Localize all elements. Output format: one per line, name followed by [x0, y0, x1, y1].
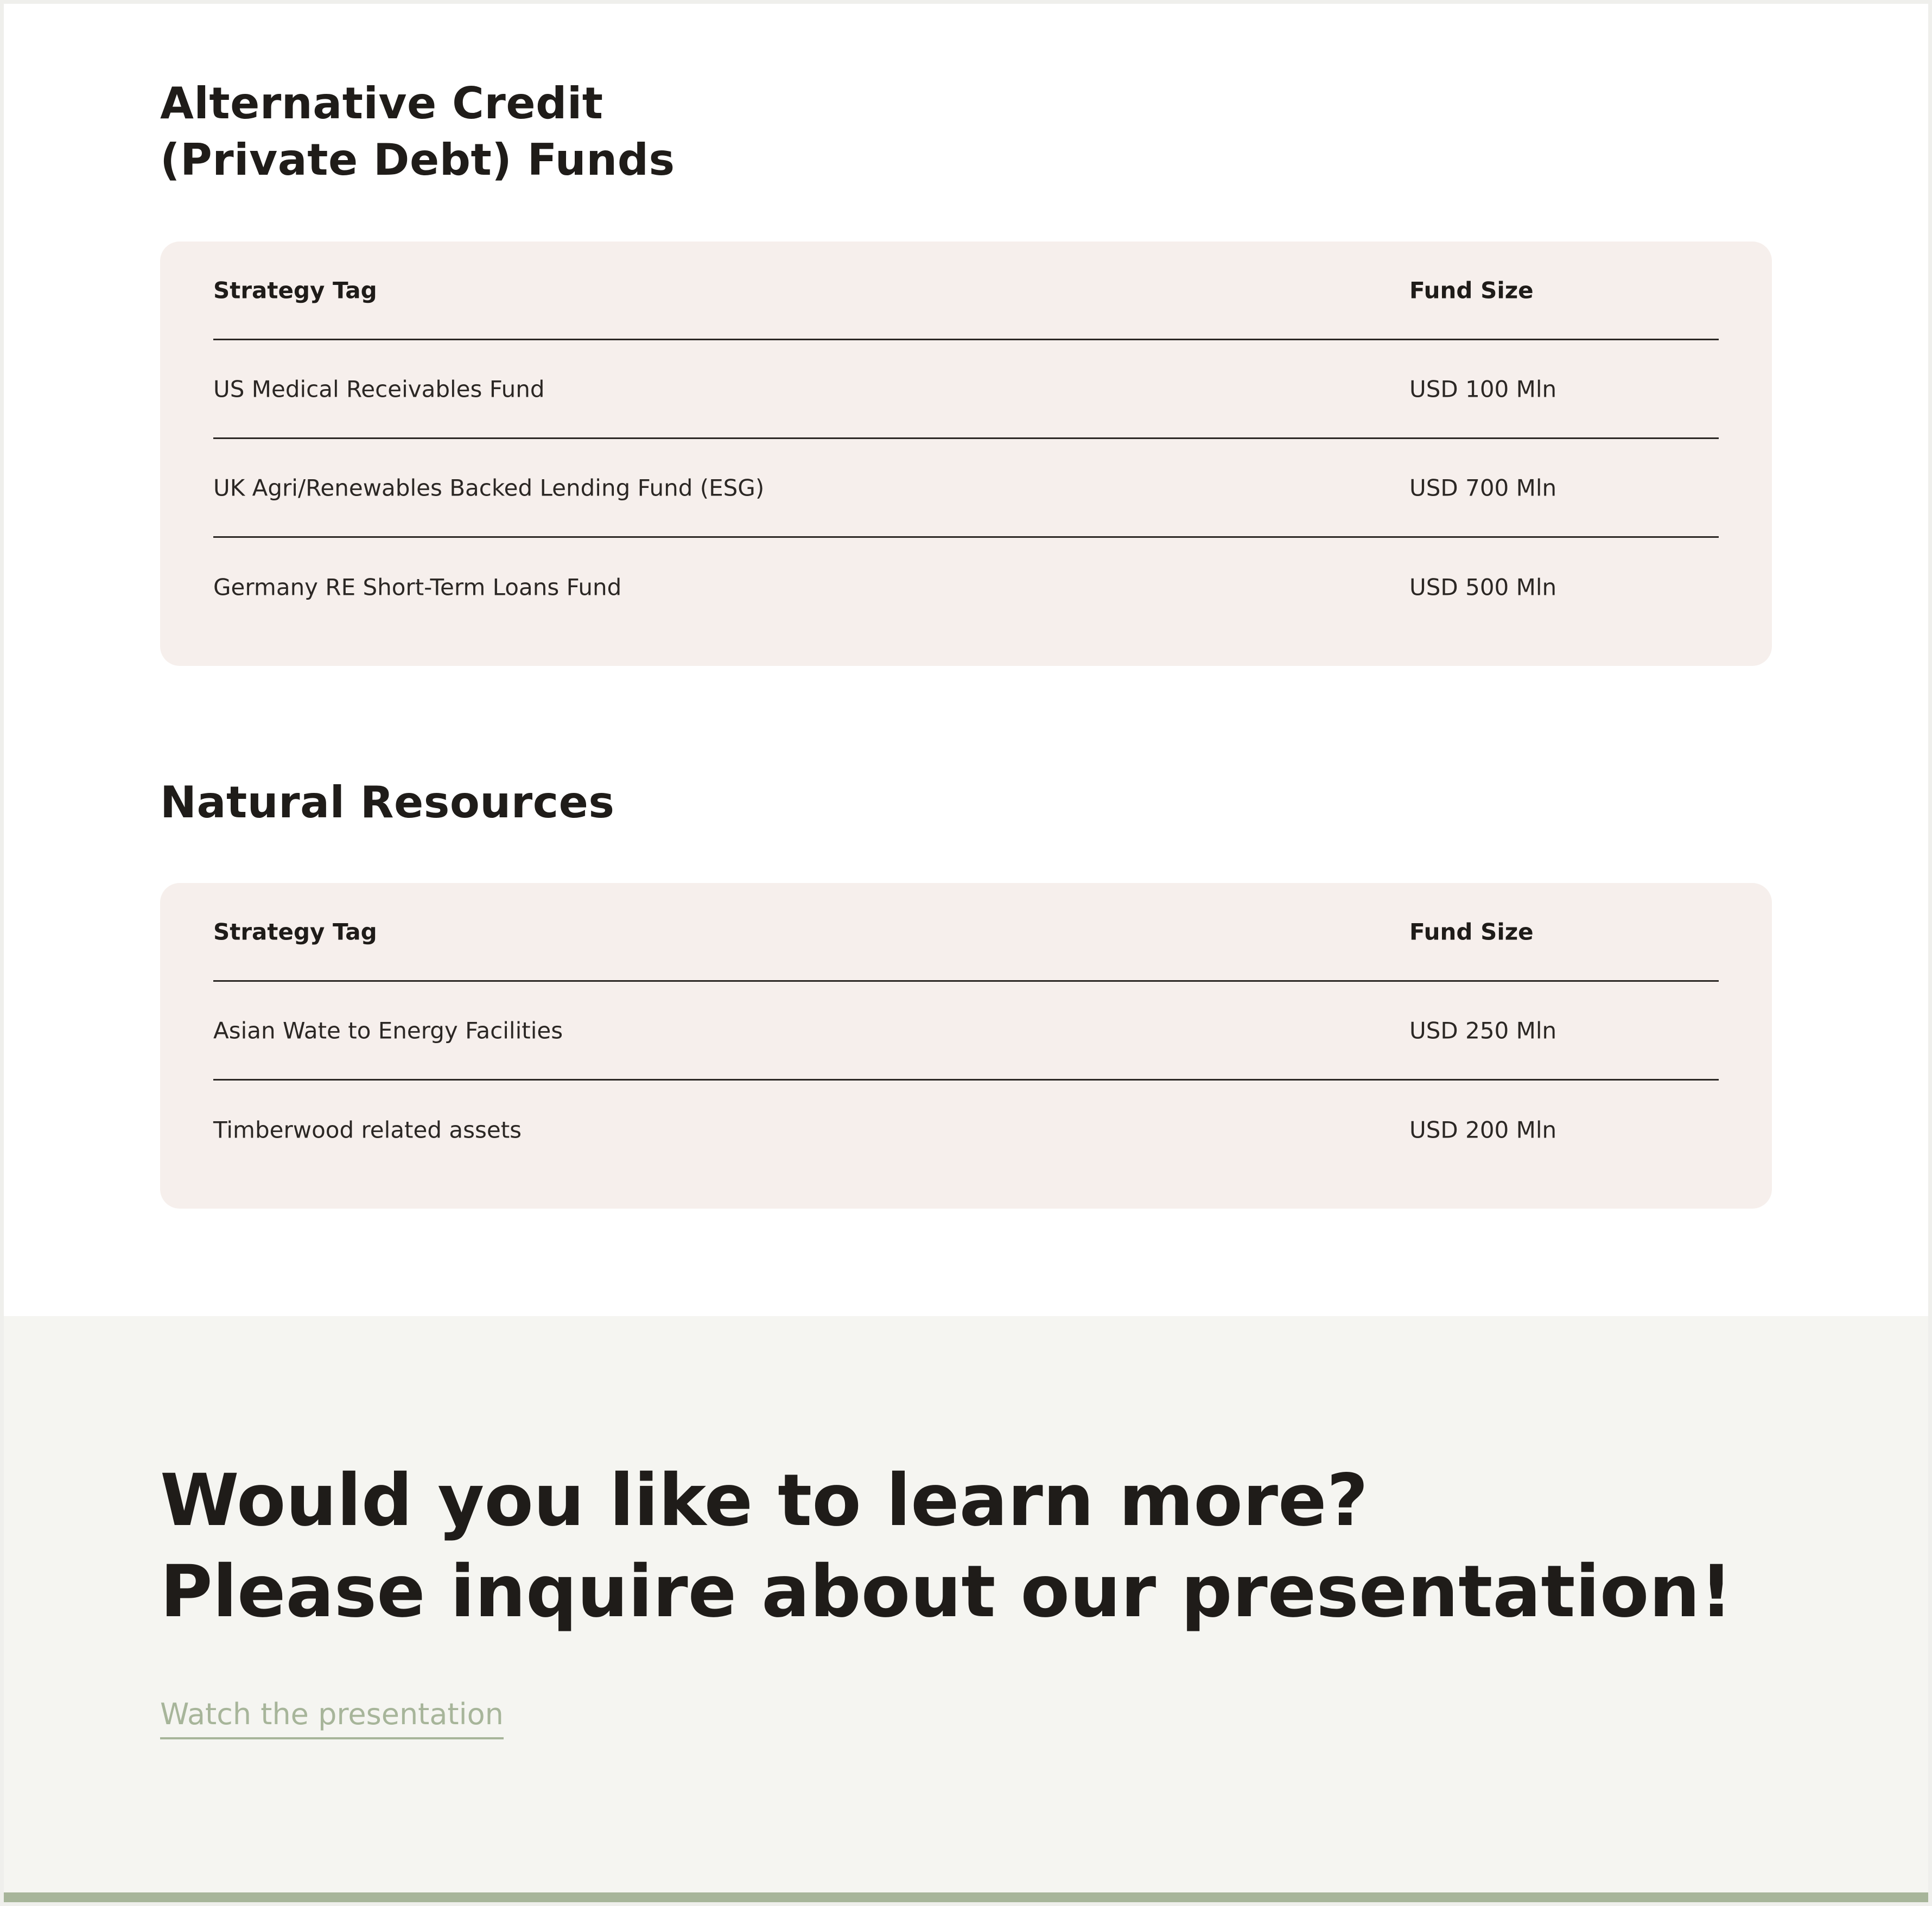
column-header-strategy-tag: Strategy Tag — [213, 918, 377, 945]
fund-size: USD 250 Mln — [1409, 1017, 1557, 1044]
strategy-name: US Medical Receivables Fund — [213, 376, 545, 402]
funds-section — [4, 4, 1928, 1316]
natural-resources-table-card — [160, 883, 1772, 1209]
cta-heading-line-2: Please inquire about our presentation! — [160, 1550, 1733, 1634]
strategy-name: Timberwood related assets — [213, 1116, 522, 1143]
column-header-fund-size: Fund Size — [1409, 918, 1534, 945]
fund-size: USD 100 Mln — [1409, 376, 1557, 402]
title-line-1: Alternative Credit — [160, 78, 603, 129]
table-row — [213, 340, 1719, 439]
fund-size: USD 700 Mln — [1409, 474, 1557, 501]
table-row — [213, 538, 1719, 637]
strategy-name: Asian Wate to Energy Facilities — [213, 1017, 563, 1044]
column-header-strategy-tag: Strategy Tag — [213, 277, 377, 303]
table-header-row — [213, 242, 1719, 340]
alternative-credit-table-card — [160, 242, 1772, 666]
column-header-fund-size: Fund Size — [1409, 277, 1534, 303]
cta-heading-line-1: Would you like to learn more? — [160, 1459, 1369, 1542]
cta-section — [4, 1316, 1928, 1902]
fund-size: USD 500 Mln — [1409, 574, 1557, 601]
strategy-name: Germany RE Short-Term Loans Fund — [213, 574, 622, 601]
page — [4, 4, 1928, 1902]
natural-resources-table — [213, 883, 1719, 1179]
table-row — [213, 439, 1719, 538]
title-line-2: (Private Debt) Funds — [160, 135, 675, 185]
bottom-accent-bar — [4, 1892, 1928, 1902]
table-header-row — [213, 883, 1719, 982]
table-row — [213, 982, 1719, 1081]
watch-presentation-link[interactable]: Watch the presentation — [160, 1695, 504, 1739]
strategy-name: UK Agri/Renewables Backed Lending Fund (ESG) — [213, 474, 765, 501]
table-row — [213, 1081, 1719, 1179]
alternative-credit-table — [213, 242, 1719, 637]
alternative-credit-title — [160, 75, 675, 188]
fund-size: USD 200 Mln — [1409, 1116, 1557, 1143]
natural-resources-title: Natural Resources — [160, 777, 615, 828]
